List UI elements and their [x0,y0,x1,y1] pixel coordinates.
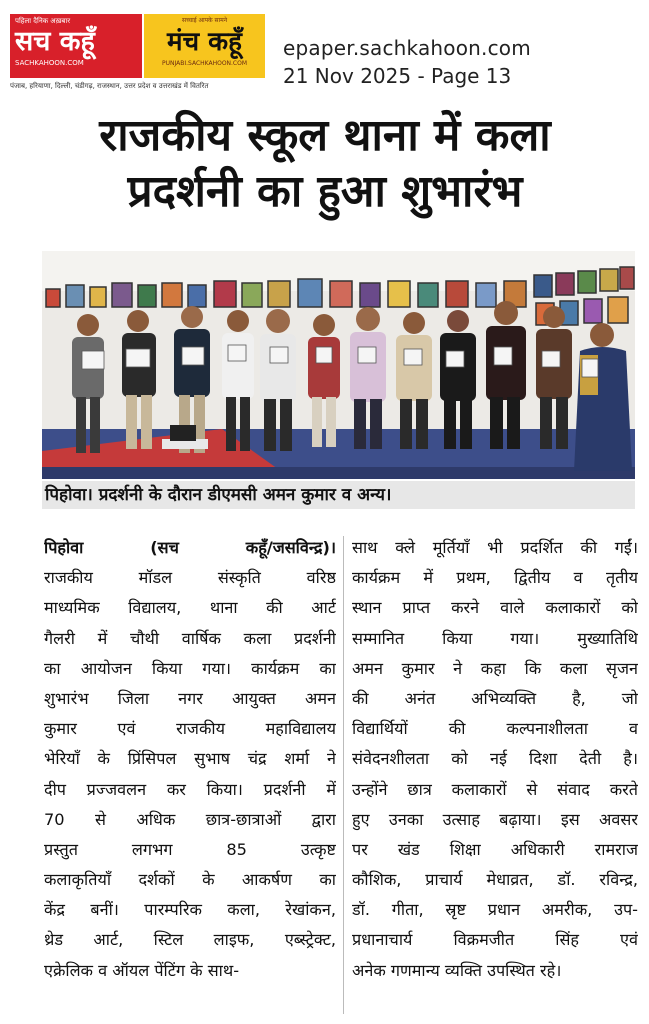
group-photo-illustration [42,251,635,479]
article-line: एक्रेलिक व ऑयल पेंटिंग के साथ- [44,960,240,980]
article-column-right [352,533,638,986]
article-line: केंद्र बनीं। पारम्परिक कला, रेखांकन, [44,900,336,920]
sach-kahoon-logo [10,14,142,78]
article-photo [42,251,635,479]
manch-kahoon-logo [144,14,265,78]
article-line: का आयोजन किया गया। कार्यक्रम का [44,658,336,678]
article-headline [14,108,636,220]
article-line: दीप प्रज्जवलन कर किया। प्रदर्शनी में [44,779,336,799]
masthead-tagline: पंजाब, हरियाणा, दिल्ली, चंडीगढ़, राजस्थान, उत्तर प्रदेश व उत्तराखंड में वितरित [10,82,209,90]
article-line: की अनंत अभिव्यक्ति है, जो [352,688,638,708]
column-divider [343,536,344,1014]
article-line: उन्होंने छात्र कलाकारों से संवाद करते [352,779,638,799]
article-line: कौशिक, प्राचार्य मेधाव्रत, डॉ. रविन्द्र, [352,870,638,890]
photo-caption: पिहोवा। प्रदर्शनी के दौरान डीएमसी अमन कुमार व अन्य। [45,485,392,505]
article-line: राजकीय मॉडल संस्कृति वरिष्ठ [44,568,336,588]
article-line: गैलरी में चौथी वार्षिक कला प्रदर्शनी [44,628,336,648]
newspaper-masthead [10,14,265,98]
logo-red-title: सच कहूँ [15,26,95,57]
headline-line-1: राजकीय स्कूल थाना में कला [99,110,551,161]
article-line: कुमार एवं राजकीय महाविद्यालय [44,719,336,739]
article-line: प्रस्तुत लगभग 85 उत्कृष्ट [44,839,336,859]
logo-yellow-small-text: सच्चाई आपके सामने [181,17,228,24]
article-line: विद्यार्थियों की कल्पनाशीलता व [352,719,638,739]
epaper-url[interactable]: epaper.sachkahoon.com [283,36,531,60]
article-line: स्थान प्राप्त करने वाले कलाकारों को [352,598,638,618]
headline-line-2: प्रदर्शनी का हुआ शुभारंभ [127,166,523,217]
article-line: संवेदनशीलता को नई दिशा देती है। [352,749,638,769]
article-line: साथ क्ले मूर्तियाँ भी प्रदर्शित की गईं। [352,538,638,557]
article-line: 70 से अधिक छात्र-छात्राओं द्वारा [44,809,336,829]
article-line: सम्मानित किया गया। मुख्यातिथि [352,628,638,648]
article-line: थ्रेड आर्ट, स्टिल लाइफ, एब्स्ट्रेक्ट, [44,930,336,950]
article-line [44,533,336,563]
article-dateline: पिहोवा (सच कहूँ/जसविन्द्र)। [44,538,336,557]
article-line: प्रधानाचार्य विक्रमजीत सिंह एवं [352,930,638,950]
article-line: पर खंड शिक्षा अधिकारी रामराज [352,839,638,859]
logo-red-url: SACHKAHOON.COM [15,59,84,67]
article-line: हुए उनका उत्साह बढ़ाया। इस अवसर [352,809,638,829]
article-line: अमन कुमार ने कहा कि कला सृजन [352,658,638,678]
article-line: कार्यक्रम में प्रथम, द्वितीय व तृतीय [352,568,638,588]
article-line: कलाकृतियाँ दर्शकों के आकर्षण का [44,870,336,890]
article-line: अनेक गणमान्य व्यक्ति उपस्थित रहे। [352,960,562,980]
article-line: शुभारंभ जिला नगर आयुक्त अमन [44,688,336,708]
article-line: डॉ. गीता, स्रृष्ट प्रधान अमरीक, उप- [352,900,638,920]
article-column-left [44,533,336,986]
logo-yellow-url: PUNJABI.SACHKAHOON.COM [161,60,248,67]
logo-yellow-title: मंच कहूँ [167,27,242,57]
article-line: माध्यमिक विद्यालय, थाना की आर्ट [44,598,336,618]
epaper-date-page: 21 Nov 2025 - Page 13 [283,64,512,88]
article-line: भेरियाँ के प्रिंसिपल सुभाष चंद्र शर्मा ने [44,749,336,769]
logo-red-small-text: पहिला दैनिक अख़बार [15,17,71,25]
